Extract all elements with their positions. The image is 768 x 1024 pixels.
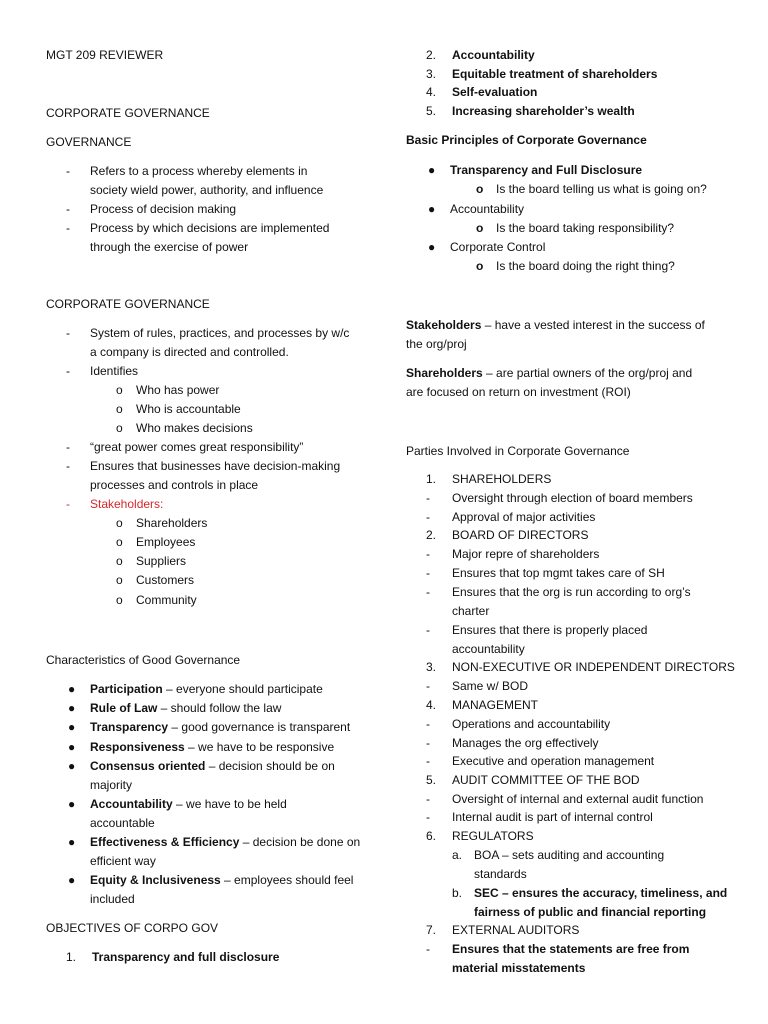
bullet-marker: ●	[68, 759, 76, 773]
list-item: Ensures that there is properly placed	[452, 623, 648, 637]
bullet-marker: ●	[68, 797, 76, 811]
circle-marker: o	[116, 593, 123, 607]
dash-marker: -	[66, 440, 70, 454]
number-marker: 2.	[426, 48, 437, 62]
list-item-cont: accountable	[90, 816, 155, 830]
dash-marker: -	[66, 221, 70, 235]
number-marker: 5.	[426, 104, 437, 118]
list-item-cont: accountability	[452, 642, 525, 656]
list-item-cont: fairness of public and financial reporting	[474, 905, 707, 919]
sub-list-item: Employees	[136, 535, 196, 549]
section-heading: OBJECTIVES OF CORPO GOV	[46, 921, 219, 935]
dash-marker: -	[66, 459, 70, 473]
dash-marker: -	[426, 754, 430, 768]
list-item: a company is directed and controlled.	[90, 345, 289, 359]
stakeholders-label: Stakeholders:	[90, 497, 164, 511]
dash-marker: -	[426, 623, 430, 637]
list-item: Transparency and full disclosure	[92, 950, 280, 964]
dash-marker: -	[426, 566, 430, 580]
party-heading: AUDIT COMMITTEE OF THE BOD	[452, 773, 640, 787]
circle-marker: o	[116, 402, 123, 416]
sub-list-item: Community	[136, 593, 197, 607]
list-item: System of rules, practices, and processes by w/c	[90, 326, 350, 340]
list-item: Increasing shareholder’s wealth	[452, 104, 635, 118]
list-item: “great power comes great responsibility”	[90, 440, 304, 454]
dash-marker: -	[426, 792, 430, 806]
sub-list-item: Is the board taking responsibility?	[496, 221, 675, 235]
number-marker: 4.	[426, 85, 437, 99]
definition-shareholders: Shareholders – are partial owners of the org/proj and	[406, 366, 693, 380]
number-marker: 7.	[426, 923, 437, 937]
number-marker: 4.	[426, 698, 437, 712]
list-item: Process of decision making	[90, 202, 237, 216]
party-heading: BOARD OF DIRECTORS	[452, 528, 589, 542]
circle-marker: o	[116, 535, 123, 549]
sub-list-item: Shareholders	[136, 516, 208, 530]
circle-marker: o	[116, 516, 123, 530]
list-item-cont: majority	[90, 778, 133, 792]
section-heading: Characteristics of Good Governance	[46, 653, 241, 667]
document-title: MGT 209 REVIEWER	[46, 48, 164, 62]
sub-list-item: Who makes decisions	[136, 421, 253, 435]
bullet-marker: ●	[68, 740, 76, 754]
bullet-marker: ●	[68, 720, 76, 734]
list-item: Effectiveness & Efficiency – decision be done on	[90, 835, 361, 849]
circle-marker: o	[476, 182, 484, 196]
list-item: Approval of major activities	[452, 510, 596, 524]
bullet-marker: ●	[428, 202, 436, 216]
list-item: Oversight of internal and external audit function	[452, 792, 704, 806]
list-item: Ensures that top mgmt takes care of SH	[452, 566, 665, 580]
list-item: Participation – everyone should participate	[90, 682, 323, 696]
dash-marker: -	[66, 326, 70, 340]
number-marker: 3.	[426, 67, 437, 81]
sub-list-item: Who has power	[136, 383, 220, 397]
list-item: Ensures that businesses have decision-making	[90, 459, 341, 473]
circle-marker: o	[116, 554, 123, 568]
dash-marker: -	[66, 164, 70, 178]
dash-marker: -	[66, 202, 70, 216]
list-item-cont: included	[90, 892, 135, 906]
list-item-cont: efficient way	[90, 854, 156, 868]
list-item: through the exercise of power	[90, 240, 249, 254]
bullet-marker: ●	[428, 240, 436, 254]
list-item: Process by which decisions are implemented	[90, 221, 330, 235]
list-item: Corporate Control	[450, 240, 546, 254]
list-item: Equity & Inclusiveness – employees should feel	[90, 873, 354, 887]
dash-marker: -	[426, 717, 430, 731]
list-item: Identifies	[90, 364, 139, 378]
sub-list-item: Is the board doing the right thing?	[496, 259, 675, 273]
list-item: Transparency and Full Disclosure	[450, 163, 643, 177]
bullet-marker: ●	[428, 163, 436, 177]
dash-marker: -	[426, 810, 430, 824]
list-item: Refers to a process whereby elements in	[90, 164, 308, 178]
sub-list-item: Is the board telling us what is going on?	[496, 182, 707, 196]
section-heading: Basic Principles of Corporate Governance	[406, 133, 647, 147]
party-heading: MANAGEMENT	[452, 698, 539, 712]
bullet-marker: ●	[68, 682, 76, 696]
list-item: Operations and accountability	[452, 717, 611, 731]
list-item: Executive and operation management	[452, 754, 655, 768]
circle-marker: o	[476, 221, 484, 235]
dash-marker: -	[426, 736, 430, 750]
dash-marker: -	[426, 585, 430, 599]
list-item-cont: material misstatements	[452, 961, 586, 975]
bullet-marker: ●	[68, 835, 76, 849]
number-marker: 5.	[426, 773, 437, 787]
list-item: Equitable treatment of shareholders	[452, 67, 658, 81]
number-marker: 6.	[426, 829, 437, 843]
number-marker: 1.	[66, 950, 77, 964]
definition-cont: the org/proj	[406, 337, 467, 351]
circle-marker: o	[116, 573, 123, 587]
list-item-cont: standards	[474, 867, 527, 881]
list-item: SEC – ensures the accuracy, timeliness, and	[474, 886, 728, 900]
list-item: society wield power, authority, and influence	[90, 183, 324, 197]
circle-marker: o	[116, 421, 123, 435]
bullet-marker: ●	[68, 873, 76, 887]
list-item-cont: charter	[452, 604, 490, 618]
list-item: Oversight through election of board members	[452, 491, 693, 505]
party-heading: SHAREHOLDERS	[452, 472, 552, 486]
dash-marker: -	[66, 364, 70, 378]
bullet-marker: ●	[68, 701, 76, 715]
sub-list-item: Customers	[136, 573, 195, 587]
list-item: Rule of Law – should follow the law	[90, 701, 282, 715]
letter-marker: a.	[452, 848, 463, 862]
list-item: processes and controls in place	[90, 478, 259, 492]
list-item: Transparency – good governance is transparent	[90, 720, 351, 734]
list-item: BOA – sets auditing and accounting	[474, 848, 665, 862]
list-item: Ensures that the org is run according to org’s	[452, 585, 691, 599]
list-item: Ensures that the statements are free from	[452, 942, 690, 956]
number-marker: 3.	[426, 660, 437, 674]
list-item: Same w/ BOD	[452, 679, 529, 693]
list-item: Accountability – we have to be held	[90, 797, 287, 811]
section-heading: CORPORATE GOVERNANCE	[46, 297, 210, 311]
dash-marker: -	[426, 510, 430, 524]
dash-marker: -	[426, 679, 430, 693]
definition-cont: are focused on return on investment (ROI)	[406, 385, 631, 399]
list-item: Responsiveness – we have to be responsive	[90, 740, 335, 754]
circle-marker: o	[116, 383, 123, 397]
list-item: Self-evaluation	[452, 85, 538, 99]
circle-marker: o	[476, 259, 484, 273]
section-heading: CORPORATE GOVERNANCE	[46, 106, 210, 120]
dash-marker: -	[426, 547, 430, 561]
number-marker: 1.	[426, 472, 437, 486]
letter-marker: b.	[452, 886, 463, 900]
definition-stakeholders: Stakeholders – have a vested interest in the success of	[406, 318, 705, 332]
list-item: Accountability	[450, 202, 525, 216]
party-heading: NON-EXECUTIVE OR INDEPENDENT DIRECTORS	[452, 660, 735, 674]
party-heading: EXTERNAL AUDITORS	[452, 923, 580, 937]
section-heading: GOVERNANCE	[46, 135, 132, 149]
party-heading: REGULATORS	[452, 829, 534, 843]
list-item: Manages the org effectively	[452, 736, 599, 750]
list-item: Major repre of shareholders	[452, 547, 600, 561]
list-item: Internal audit is part of internal control	[452, 810, 653, 824]
section-heading: Parties Involved in Corporate Governance	[406, 444, 630, 458]
list-item: Accountability	[452, 48, 535, 62]
dash-marker: -	[66, 497, 70, 511]
number-marker: 2.	[426, 528, 437, 542]
dash-marker: -	[426, 942, 430, 956]
sub-list-item: Who is accountable	[136, 402, 241, 416]
list-item: Consensus oriented – decision should be on	[90, 759, 335, 773]
sub-list-item: Suppliers	[136, 554, 187, 568]
dash-marker: -	[426, 491, 430, 505]
